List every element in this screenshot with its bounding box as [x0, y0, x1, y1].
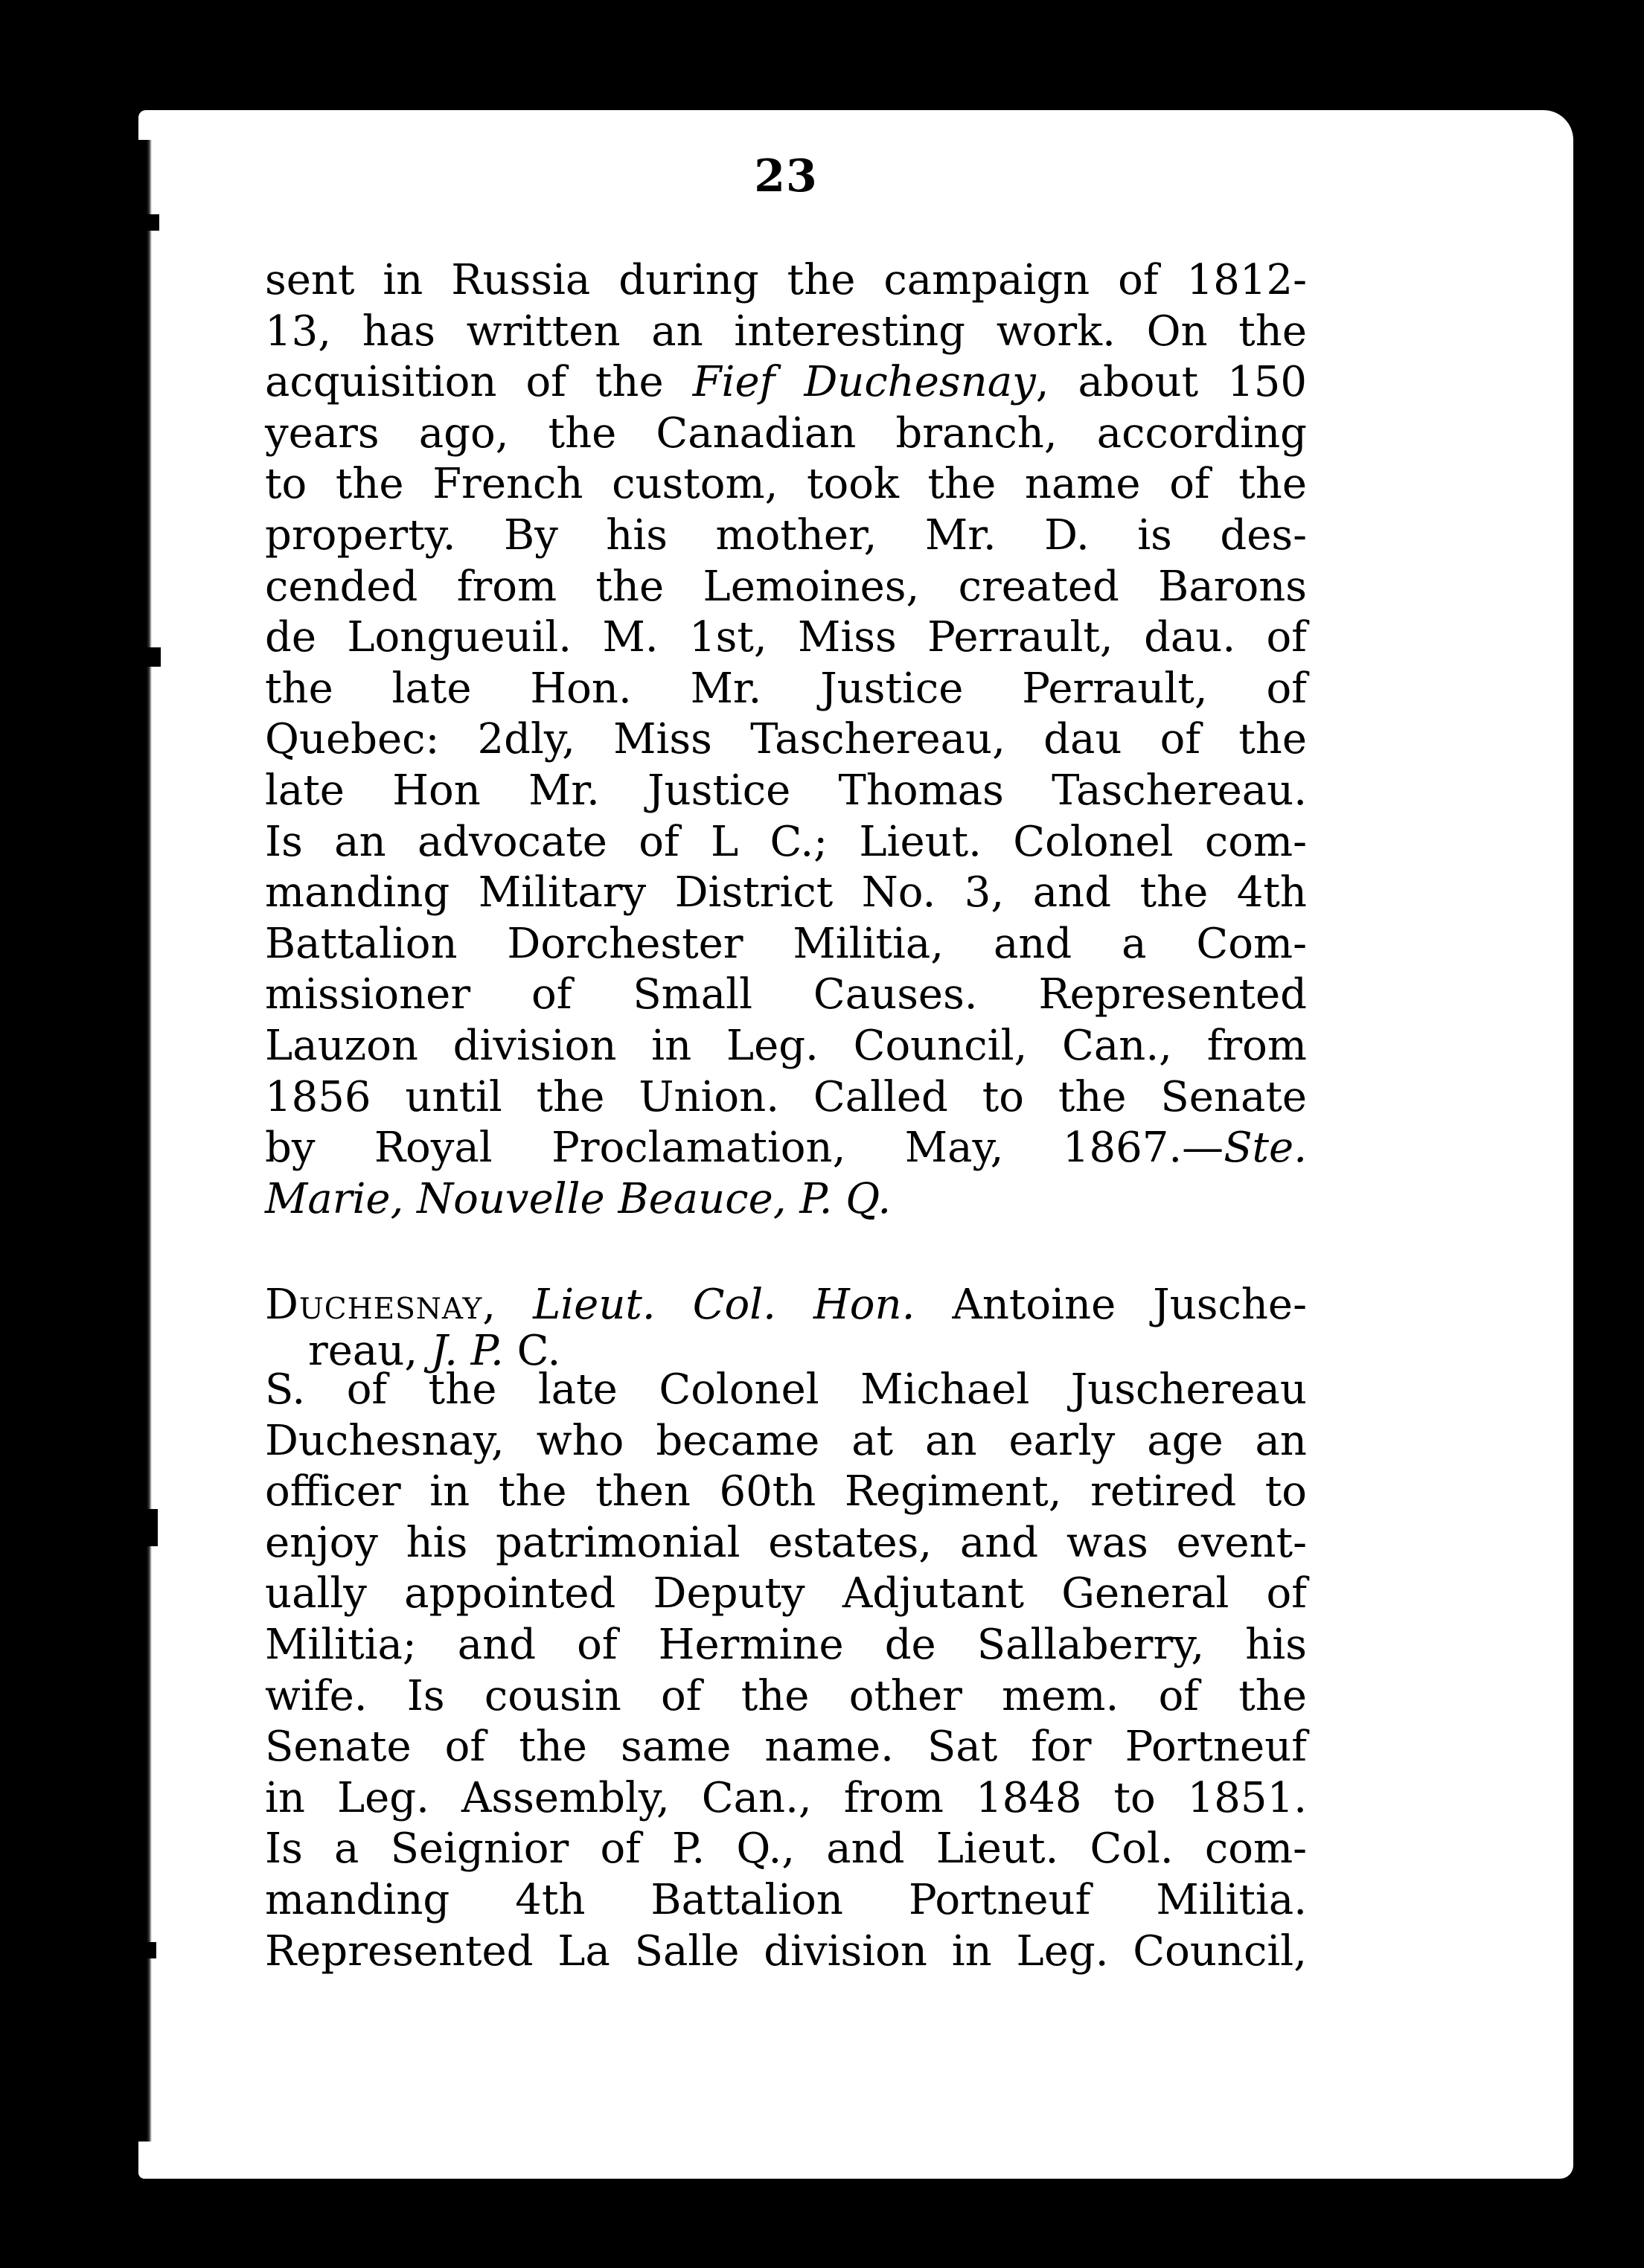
text-line: Militia; and of Hermine de Sallaberry, his: [265, 1621, 1307, 1669]
text-line: cended from the Lemoines, created Barons: [265, 562, 1307, 611]
text-line: 13, has written an interesting work. On the: [265, 307, 1307, 356]
binding-mark: [138, 1942, 156, 1958]
text-line: to the French custom, took the name of the: [265, 460, 1307, 509]
text-line: Senate of the same name. Sat for Portneuf: [265, 1723, 1307, 1772]
text-line: acquisition of the Fief Duchesnay, about 150: [265, 358, 1307, 407]
text-line: the late Hon. Mr. Justice Perrault, of: [265, 664, 1307, 713]
text-line: late Hon Mr. Justice Thomas Taschereau.: [265, 766, 1307, 815]
binding-mark: [138, 1509, 158, 1546]
heading-line: Duchesnay, Lieut. Col. Hon. Antoine Jusche-: [265, 1281, 1307, 1329]
text-line: Is a Seignior of P. Q., and Lieut. Col. com-: [265, 1825, 1307, 1874]
page-number: 23: [754, 150, 818, 202]
text-line: Is an advocate of L C.; Lieut. Colonel com-: [265, 817, 1307, 866]
text-line: Lauzon division in Leg. Council, Can., from: [265, 1022, 1307, 1070]
text-line: 1856 until the Union. Called to the Senate: [265, 1072, 1307, 1121]
text-line: years ago, the Canadian branch, according: [265, 409, 1307, 458]
binding-mark: [138, 214, 159, 231]
text-line: de Longueuil. M. 1st, Miss Perrault, dau. of: [265, 613, 1307, 662]
book-page: [138, 110, 1573, 2179]
text-line: S. of the late Colonel Michael Juschereau: [265, 1365, 1307, 1414]
text-line: Marie, Nouvelle Beauce, P. Q.: [265, 1174, 892, 1223]
text-line: ually appointed Deputy Adjutant General of: [265, 1569, 1307, 1618]
text-line: sent in Russia during the campaign of 1812-: [265, 256, 1307, 304]
text-line: manding Military District No. 3, and the 4th: [265, 868, 1307, 917]
text-line: by Royal Proclamation, May, 1867.—Ste.: [265, 1124, 1307, 1173]
text-line: wife. Is cousin of the other mem. of the: [265, 1671, 1307, 1720]
text-line: Duchesnay, who became at an early age an: [265, 1416, 1307, 1465]
text-line: manding 4th Battalion Portneuf Militia.: [265, 1876, 1307, 1924]
text-line: in Leg. Assembly, Can., from 1848 to 1851.: [265, 1773, 1307, 1822]
text-line: missioner of Small Causes. Represented: [265, 970, 1307, 1019]
text-line: Battalion Dorchester Militia, and a Com-: [265, 919, 1307, 968]
text-line: Represented La Salle division in Leg. Council,: [265, 1926, 1307, 1976]
text-line: officer in the then 60th Regiment, retired to: [265, 1467, 1307, 1516]
binding-edge: [138, 140, 152, 2142]
text-line: property. By his mother, Mr. D. is des-: [265, 511, 1307, 560]
text-line: Quebec: 2dly, Miss Taschereau, dau of the: [265, 715, 1307, 764]
text-line: enjoy his patrimonial estates, and was event-: [265, 1518, 1307, 1567]
binding-mark: [138, 647, 161, 667]
heading-line: reau, J. P. C.: [308, 1327, 561, 1375]
